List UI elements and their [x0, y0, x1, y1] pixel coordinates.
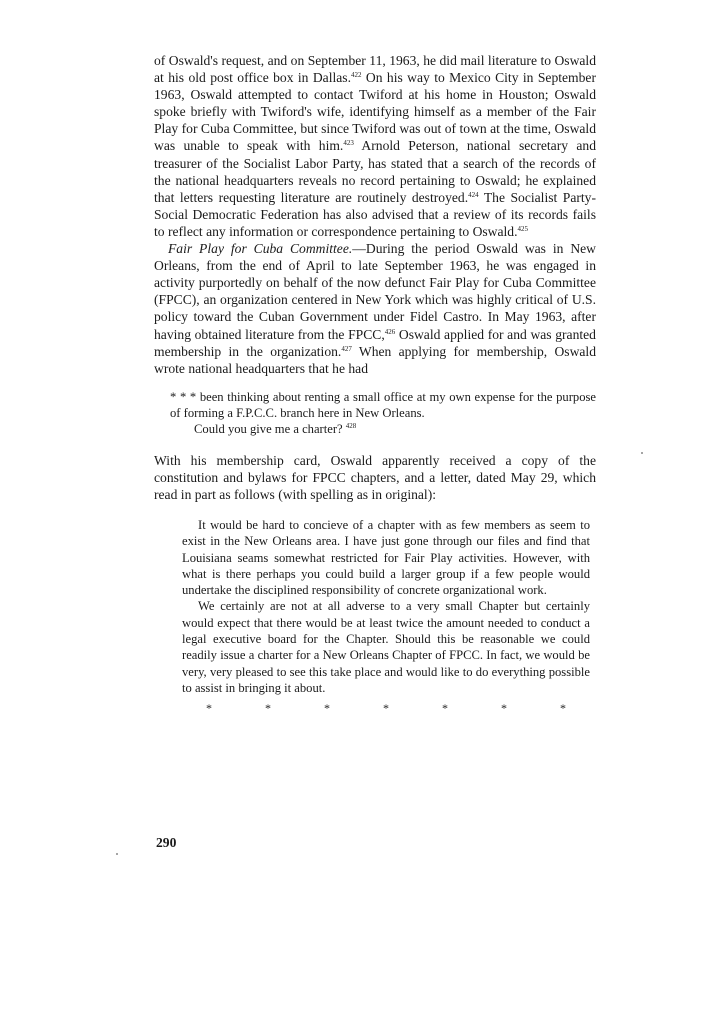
star: *: [383, 701, 389, 716]
quote-text: [170, 421, 596, 437]
text-run: —During the period Oswald was in New Orleans, from the end of April to late September 1963, he was engaged in activity purportedly on behalf of the now defunct Fair Play for Cuba Committee (FPCC), an organization centered in New York which was highly critical of U.S. policy toward the Cuban Government under Fidel Castro. In May 1963, after having obtained literature from the FPCC,: [154, 241, 596, 342]
paragraph-fpcc: [154, 240, 596, 377]
footnote-ref: 428: [345, 422, 357, 431]
text-run: When applying for membership, Oswald wrote national headquarters that he had: [154, 343, 596, 376]
paragraph-membership: With his membership card, Oswald apparently received a copy of the constitution and bylaws for FPCC chapters, and a letter, dated May 29, which read in part as follows (with spelling as in original):: [154, 452, 596, 502]
star: *: [442, 701, 448, 716]
footnote-ref: 423: [343, 139, 354, 148]
page-number: 290: [156, 835, 177, 850]
footnote-ref: 424: [468, 190, 479, 199]
paragraph-1: [154, 52, 596, 240]
section-run-in-heading: Fair Play for Cuba Committee.: [168, 241, 353, 257]
star: *: [265, 701, 271, 716]
text-run: Could you give me a charter?: [194, 422, 343, 437]
star: *: [560, 701, 566, 716]
star: *: [501, 701, 507, 716]
page-body: [154, 52, 596, 717]
scan-speck: [641, 452, 643, 454]
star: *: [324, 701, 330, 716]
footnote-ref: 426: [384, 327, 396, 336]
text-run: The Socialist Party-Social Democratic Federation has also advised that a review of its records fails to reflect any information or correspondence pertaining to Oswald.: [154, 189, 596, 239]
star: *: [206, 701, 212, 716]
text-run: Oswald applied for and was granted membership in the organization.: [154, 326, 596, 359]
quote-paragraph: It would be hard to concieve of a chapter with as few members as seem to exist in the New Orleans area. I have just gone through our files and find that Louisiana seams somewhat restricted for Fair Play activities. However, with what is there perhaps you could build a larger group if a few people would undertake the disciplined responsibility of concrete organizational work.: [182, 517, 590, 598]
block-quote-oswald: [170, 389, 596, 438]
text-run: On his way to Mexico City in September 1963, Oswald attempted to contact Twiford at his home in Houston; Oswald spoke briefly with Twiford's wife, identifying himself as a member of the Fair Play for Cuba Committee, but since Twiford was out of town at the time, Oswald was unable to speak with him.: [154, 70, 596, 154]
quote-paragraph: We certainly are not at all adverse to a very small Chapter but certainly would expect that there would be at least twice the amount needed to conduct a legal executive board for the Chapter. Should this be reasonable we could readily issue a charter for a New Orleans Chapter of FPCC. In fact, we would be very, very pleased to see this take place and would like to do everything possible to assist in bringing it about.: [182, 599, 590, 695]
ellipsis-stars: [206, 700, 566, 717]
text-run: of Oswald's request, and on September 11, 1963, he did mail literature to Oswald at his old post office box in Dallas.: [154, 53, 596, 86]
footnote-ref: 422: [351, 71, 362, 80]
text-run: Arnold Peterson, national secretary and treasurer of the Socialist Labor Party, has stated that a search of the records of the national headquarters reveals no record pertaining to Oswald; he explained that letters requesting literature are routinely destroyed.: [154, 138, 597, 205]
quote-text: * * * been thinking about renting a small office at my own expense for the purpose of forming a F.P.C.C. branch here in New Orleans.: [170, 389, 596, 421]
footnote-ref: 425: [517, 224, 529, 233]
block-quote-fpcc-letter: [182, 517, 590, 696]
footnote-ref: 427: [341, 344, 352, 353]
scan-speck: [116, 853, 118, 855]
